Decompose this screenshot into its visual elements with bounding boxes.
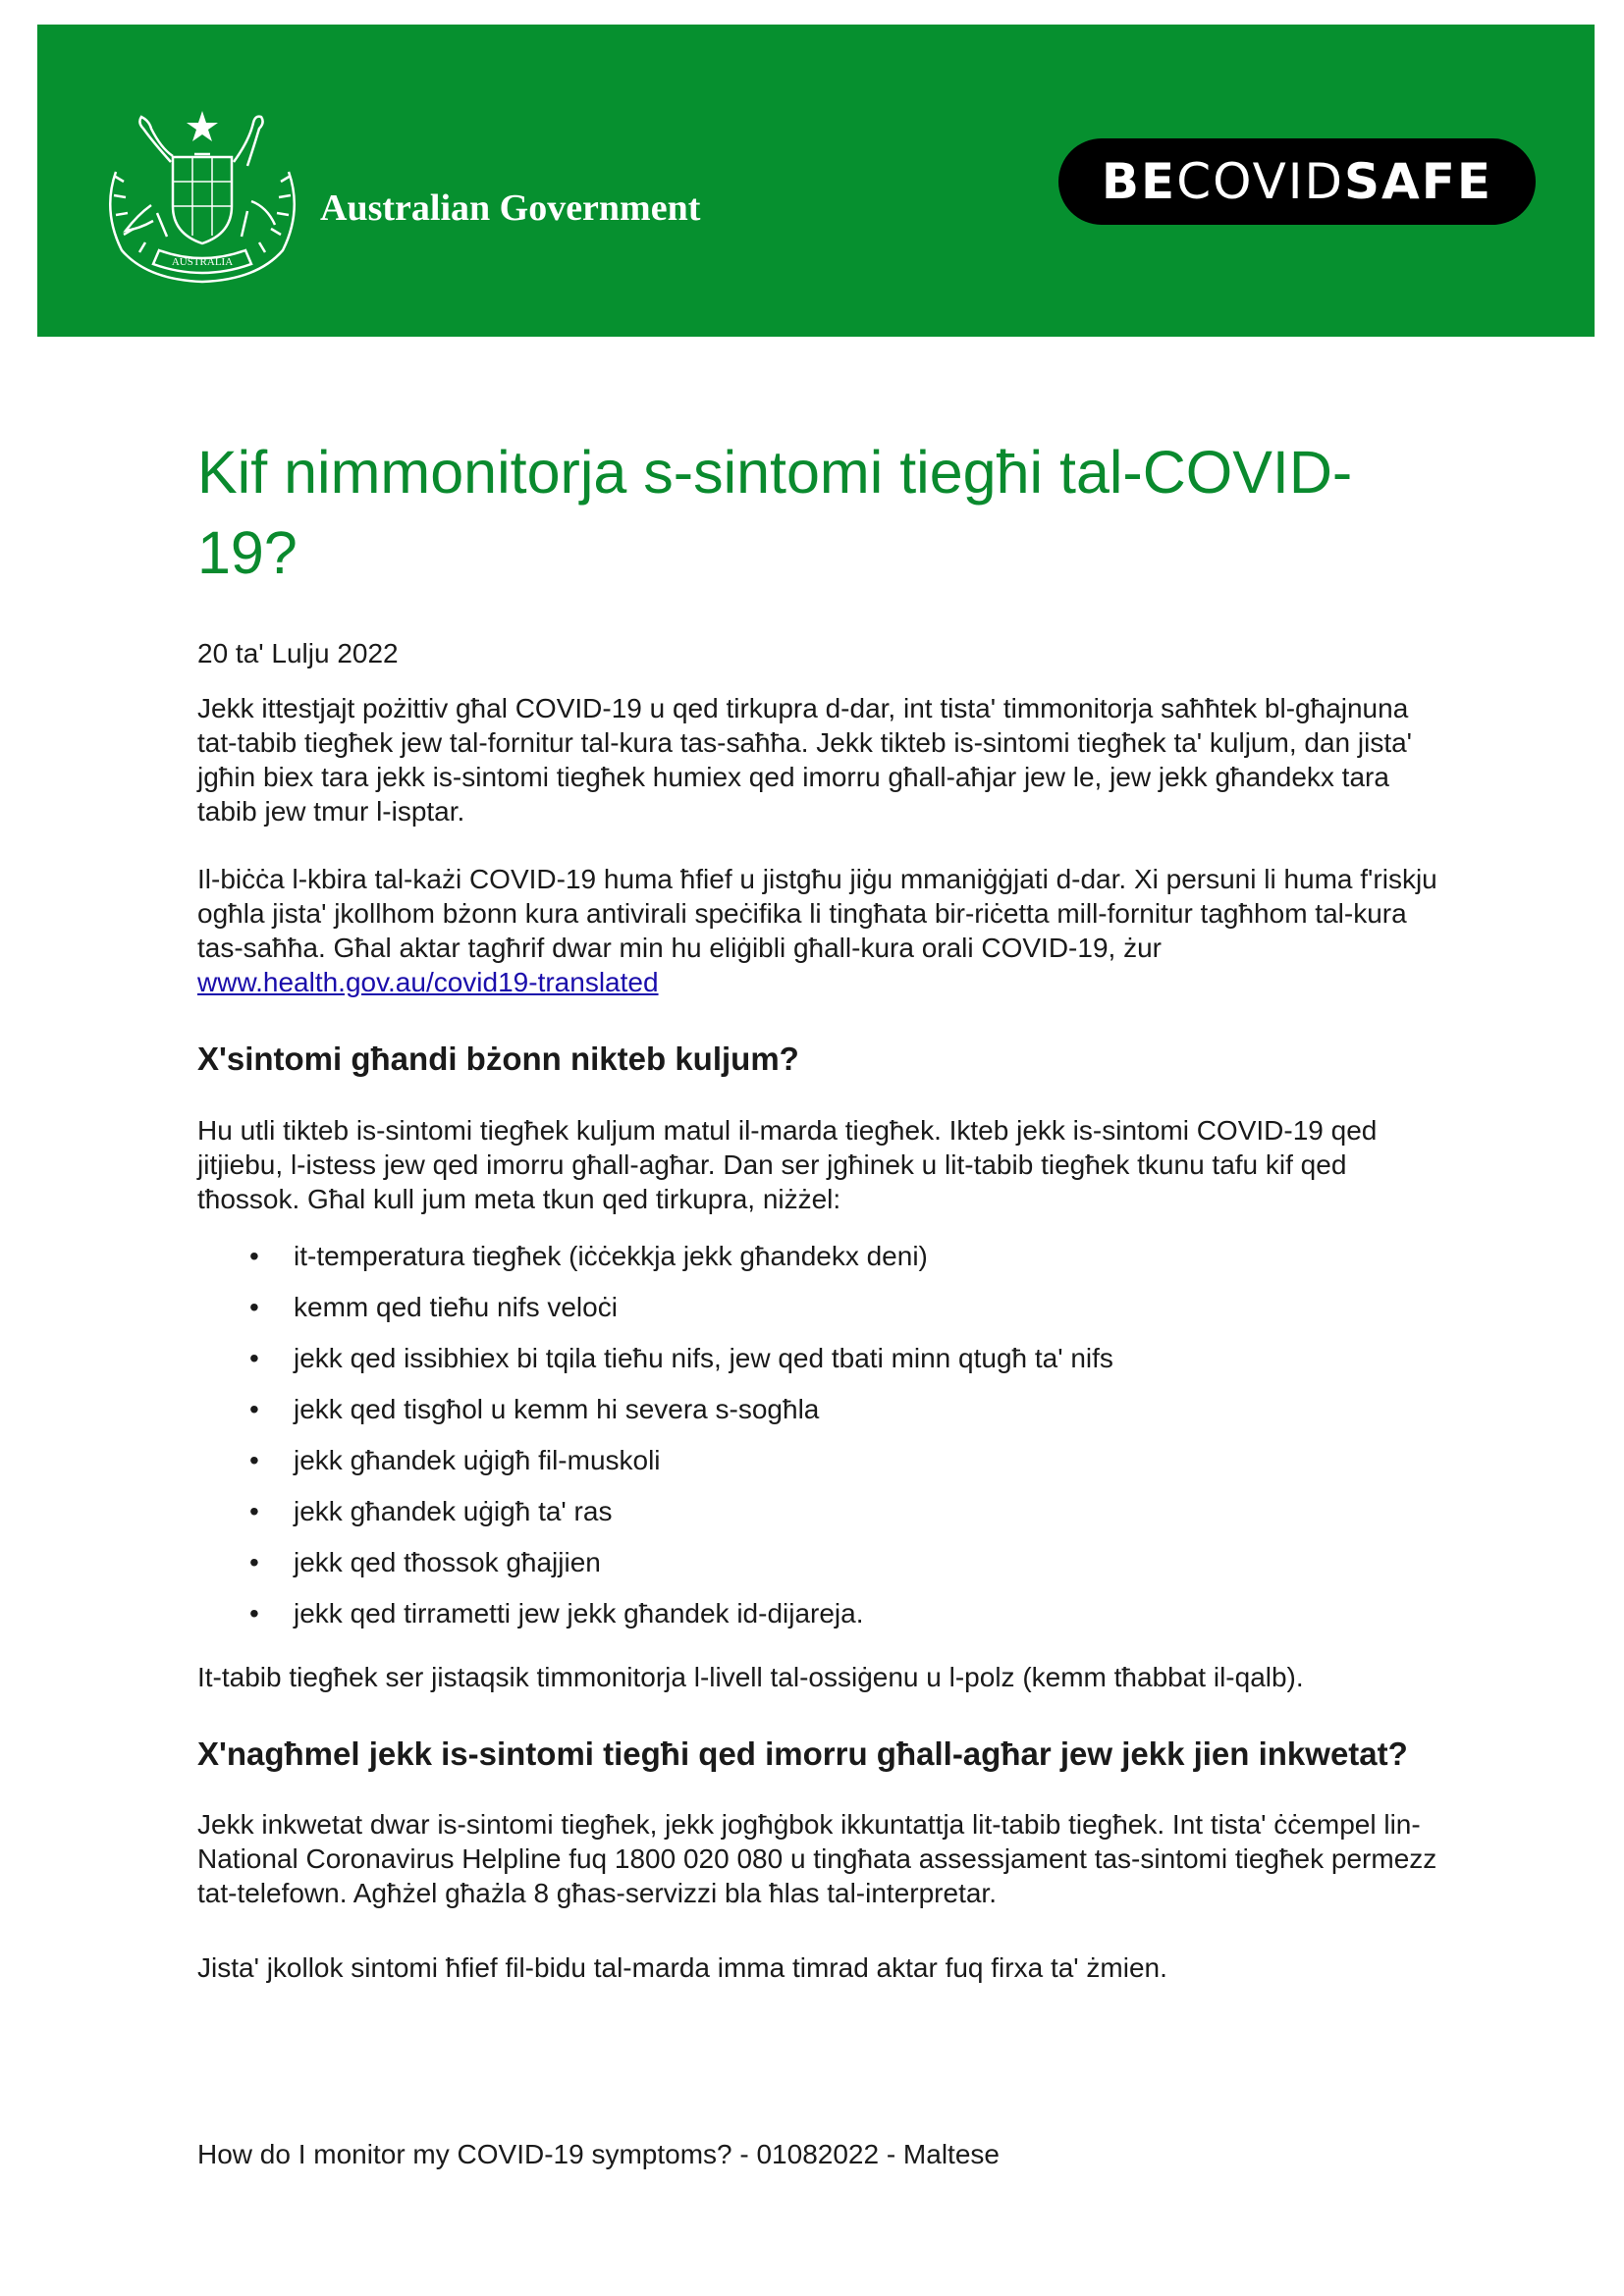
badge-text-covid: COVID xyxy=(1176,153,1345,210)
header-banner xyxy=(37,25,1595,337)
list-item-text: jekk għandek uġigħ fil-muskoli xyxy=(294,1445,661,1475)
section-heading-worsening: X'nagħmel jekk is-sintomi tiegħi qed imorru għall-agħar jew jekk jien inkwetat? xyxy=(197,1735,1408,1772)
list-item-text: jekk qed tħossok għajjien xyxy=(294,1547,601,1577)
badge-text-safe: SAFE xyxy=(1344,153,1493,210)
coat-of-arms-icon xyxy=(94,103,310,290)
list-item-text: jekk qed issibhiex bi tqila tieħu nifs, jew qed tbati minn qtugħ ta' nifs xyxy=(294,1343,1113,1373)
page-title: Kif nimmonitorja s-sintomi tiegħi tal-COVID-19? xyxy=(197,439,1353,586)
be-covidsafe-badge xyxy=(1058,138,1536,225)
list-item xyxy=(197,1486,1444,1537)
monitoring-paragraph: It-tabib tiegħek ser jistaqsik timmonitorja l-livell tal-ossiġenu u l-polz (kemm tħabbat il-qalb). xyxy=(197,1662,1304,1692)
worsening-paragraph: Jekk inkwetat dwar is-sintomi tiegħek, jekk jogħġbok ikkuntattja lit-tabib tiegħek. Int tista' ċċempel lin-National Coronavirus Helpline fuq 1800 020 080 u tingħata assessjament tas-sintomi tiegħek permezz tat-telefown. Agħżel għażla 8 għas-servizzi bla ħlas tal-interpretar. xyxy=(197,1809,1437,1908)
intro-paragraph: Jekk ittestjajt pożittiv għal COVID-19 u qed tirkupra d-dar, int tista' timmonitorja saħħtek bl-għajnuna tat-tabib tiegħek jew tal-fornitur tal-kura tas-saħħa. Jekk tikteb is-sintomi tiegħek ta' kuljum, dan jista' jgħin biex tara jekk is-sintomi tiegħek humiex qed imorru għall-aħjar jew le, jew jekk għandekx tara tabib jew tmur l-isptar. xyxy=(197,693,1413,827)
bullet-icon: • xyxy=(249,1547,259,1577)
mild-cases-text: Il-biċċa l-kbira tal-każi COVID-19 huma ħfief u jistgħu jiġu mmaniġġjati d-dar. Xi persuni li huma f'riskju ogħla jista' jkollhom bżonn kura antivirali speċifika li tingħata bir-riċetta mill-fornitur tagħhom tal-kura tas-saħħa. Għal aktar tagħrif dwar min hu eliġibli għall-kura orali COVID-19, żur xyxy=(197,864,1437,963)
list-item xyxy=(197,1333,1444,1384)
document-footer: How do I monitor my COVID-19 symptoms? - 01082022 - Maltese xyxy=(197,2139,1000,2169)
bullet-icon: • xyxy=(249,1241,259,1271)
symptoms-intro-paragraph: Hu utli tikteb is-sintomi tiegħek kuljum matul il-marda tiegħek. Ikteb jekk is-sintomi COVID-19 qed jitjiebu, l-istess jew qed imorru għall-agħar. Dan ser jgħinek u lit-tabib tiegħek tkunu tafu kif qed tħossok. Għal kull jum meta tkun qed tirkupra, niżżel: xyxy=(197,1115,1378,1214)
list-item-text: jekk qed tirrametti jew jekk għandek id-dijareja. xyxy=(294,1598,864,1629)
health-translated-link[interactable]: www.health.gov.au/covid19-translated xyxy=(197,967,659,997)
bullet-icon: • xyxy=(249,1598,259,1629)
badge-text-be: BE xyxy=(1101,153,1177,210)
mild-cases-paragraph xyxy=(197,862,1444,999)
article-body xyxy=(197,432,1444,1985)
bullet-icon: • xyxy=(249,1496,259,1526)
list-item xyxy=(197,1231,1444,1282)
bullet-icon: • xyxy=(249,1394,259,1424)
crest-scroll-text: AUSTRALIA xyxy=(171,256,234,268)
list-item-text: jekk għandek uġigħ ta' ras xyxy=(294,1496,613,1526)
closing-paragraph: Jista' jkollok sintomi ħfief fil-bidu tal-marda imma timrad aktar fuq firxa ta' żmien. xyxy=(197,1952,1167,1983)
list-item xyxy=(197,1384,1444,1435)
bullet-icon: • xyxy=(249,1343,259,1373)
bullet-icon: • xyxy=(249,1445,259,1475)
list-item xyxy=(197,1588,1444,1639)
list-item-text: it-temperatura tiegħek (iċċekkja jekk għandekx deni) xyxy=(294,1241,928,1271)
government-name: Australian Government xyxy=(320,187,701,229)
list-item-text: kemm qed tieħu nifs veloċi xyxy=(294,1292,618,1322)
bullet-icon: • xyxy=(249,1292,259,1322)
publication-date: 20 ta' Lulju 2022 xyxy=(197,638,399,668)
list-item xyxy=(197,1537,1444,1588)
symptom-list xyxy=(197,1231,1444,1639)
list-item xyxy=(197,1282,1444,1333)
list-item xyxy=(197,1435,1444,1486)
section-heading-symptoms: X'sintomi għandi bżonn nikteb kuljum? xyxy=(197,1041,799,1077)
list-item-text: jekk qed tisgħol u kemm hi severa s-sogħla xyxy=(294,1394,820,1424)
